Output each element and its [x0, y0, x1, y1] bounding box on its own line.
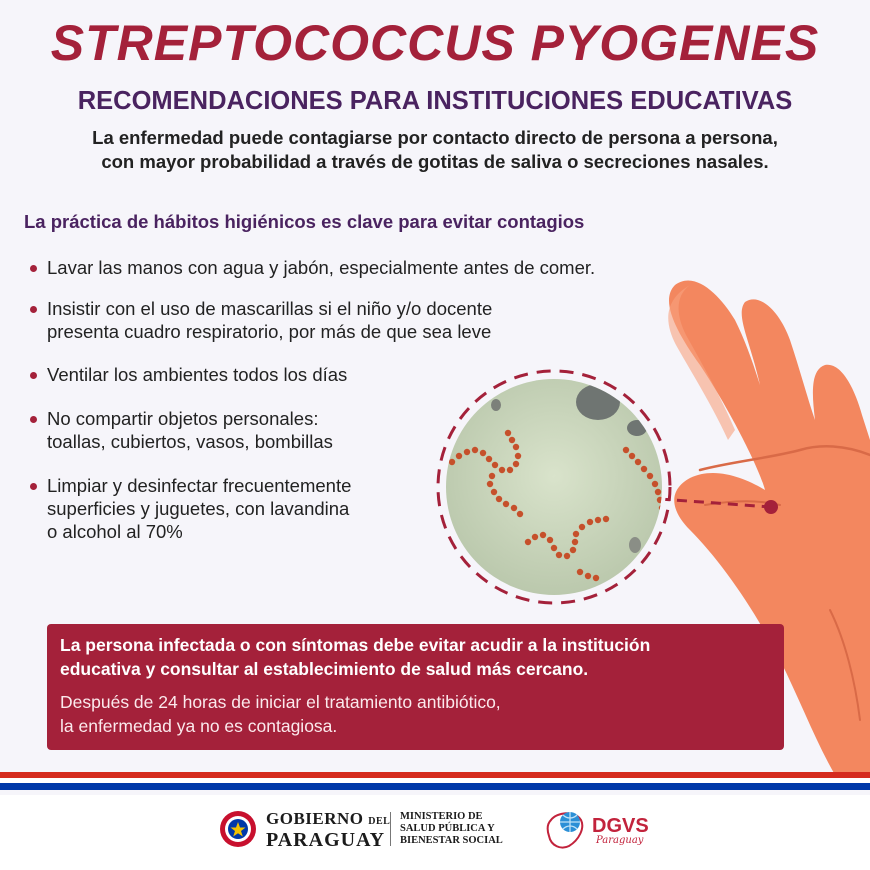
list-item	[30, 297, 630, 343]
warning-box	[47, 624, 784, 750]
list-item	[30, 474, 630, 543]
list-item	[30, 256, 630, 279]
list-item-text: Lavar las manos con agua y jabón, especialmente antes de comer.	[47, 257, 596, 278]
flag-stripe-blue	[0, 783, 870, 790]
ministry-name	[400, 811, 503, 847]
bullet-icon	[30, 483, 37, 490]
intro-line: La enfermedad puede contagiarse por contacto directo de persona a persona,	[92, 127, 778, 148]
warning-note	[60, 690, 780, 738]
bullet-icon	[30, 265, 37, 272]
gov-line1: GOBIERNO	[266, 808, 364, 828]
bullet-icon	[30, 306, 37, 313]
intro-line: con mayor probabilidad a través de gotitas de saliva o secreciones nasales.	[101, 151, 769, 172]
list-item-text: No compartir objetos personales:	[47, 408, 319, 429]
ministry-line: SALUD PÚBLICA Y	[400, 823, 495, 834]
bullet-icon	[30, 416, 37, 423]
list-item	[30, 363, 630, 386]
gov-line2: PARAGUAY	[266, 828, 386, 851]
list-item	[30, 407, 630, 453]
dgvs-logo-subtext: Paraguay	[596, 835, 644, 846]
warning-main	[60, 633, 780, 681]
list-item-text: toallas, cubiertos, vasos, bombillas	[47, 431, 333, 452]
list-item-text: superficies y juguetes, con lavandina	[47, 498, 350, 519]
paraguay-seal-icon	[218, 809, 258, 849]
list-item-text: Insistir con el uso de mascarillas si el niño y/o docente	[47, 298, 493, 319]
warning-note-line: la enfermedad ya no es contagiosa.	[60, 716, 338, 736]
ministry-line: MINISTERIO DE	[400, 811, 483, 822]
page-subtitle: RECOMENDACIONES PARA INSTITUCIONES EDUCATIVAS	[77, 87, 793, 115]
list-item-text: o alcohol al 70%	[47, 521, 183, 542]
page-title: STREPTOCOCCUS PYOGENES	[50, 15, 820, 71]
bullet-icon	[30, 372, 37, 379]
list-item-text: Ventilar los ambientes todos los días	[47, 364, 348, 385]
section-heading: La práctica de hábitos higiénicos es clave para evitar contagios	[24, 211, 585, 232]
footer-separator	[390, 812, 391, 846]
ministry-line: BIENESTAR SOCIAL	[400, 835, 503, 846]
government-logo	[218, 808, 390, 850]
warning-line: educativa y consultar al establecimiento de salud más cercano.	[60, 659, 589, 679]
warning-line: La persona infectada o con síntomas debe evitar acudir a la institución	[60, 635, 651, 655]
gov-del: DEL	[368, 815, 391, 827]
government-name	[266, 810, 390, 849]
list-item-text: Limpiar y desinfectar frecuentemente	[47, 475, 352, 496]
list-item-text: presenta cuadro respiratorio, por más de que sea leve	[47, 321, 492, 342]
habits-list	[30, 256, 630, 543]
dgvs-logo-text: DGVS	[592, 815, 649, 837]
warning-note-line: Después de 24 horas de iniciar el tratamiento antibiótico,	[60, 692, 501, 712]
